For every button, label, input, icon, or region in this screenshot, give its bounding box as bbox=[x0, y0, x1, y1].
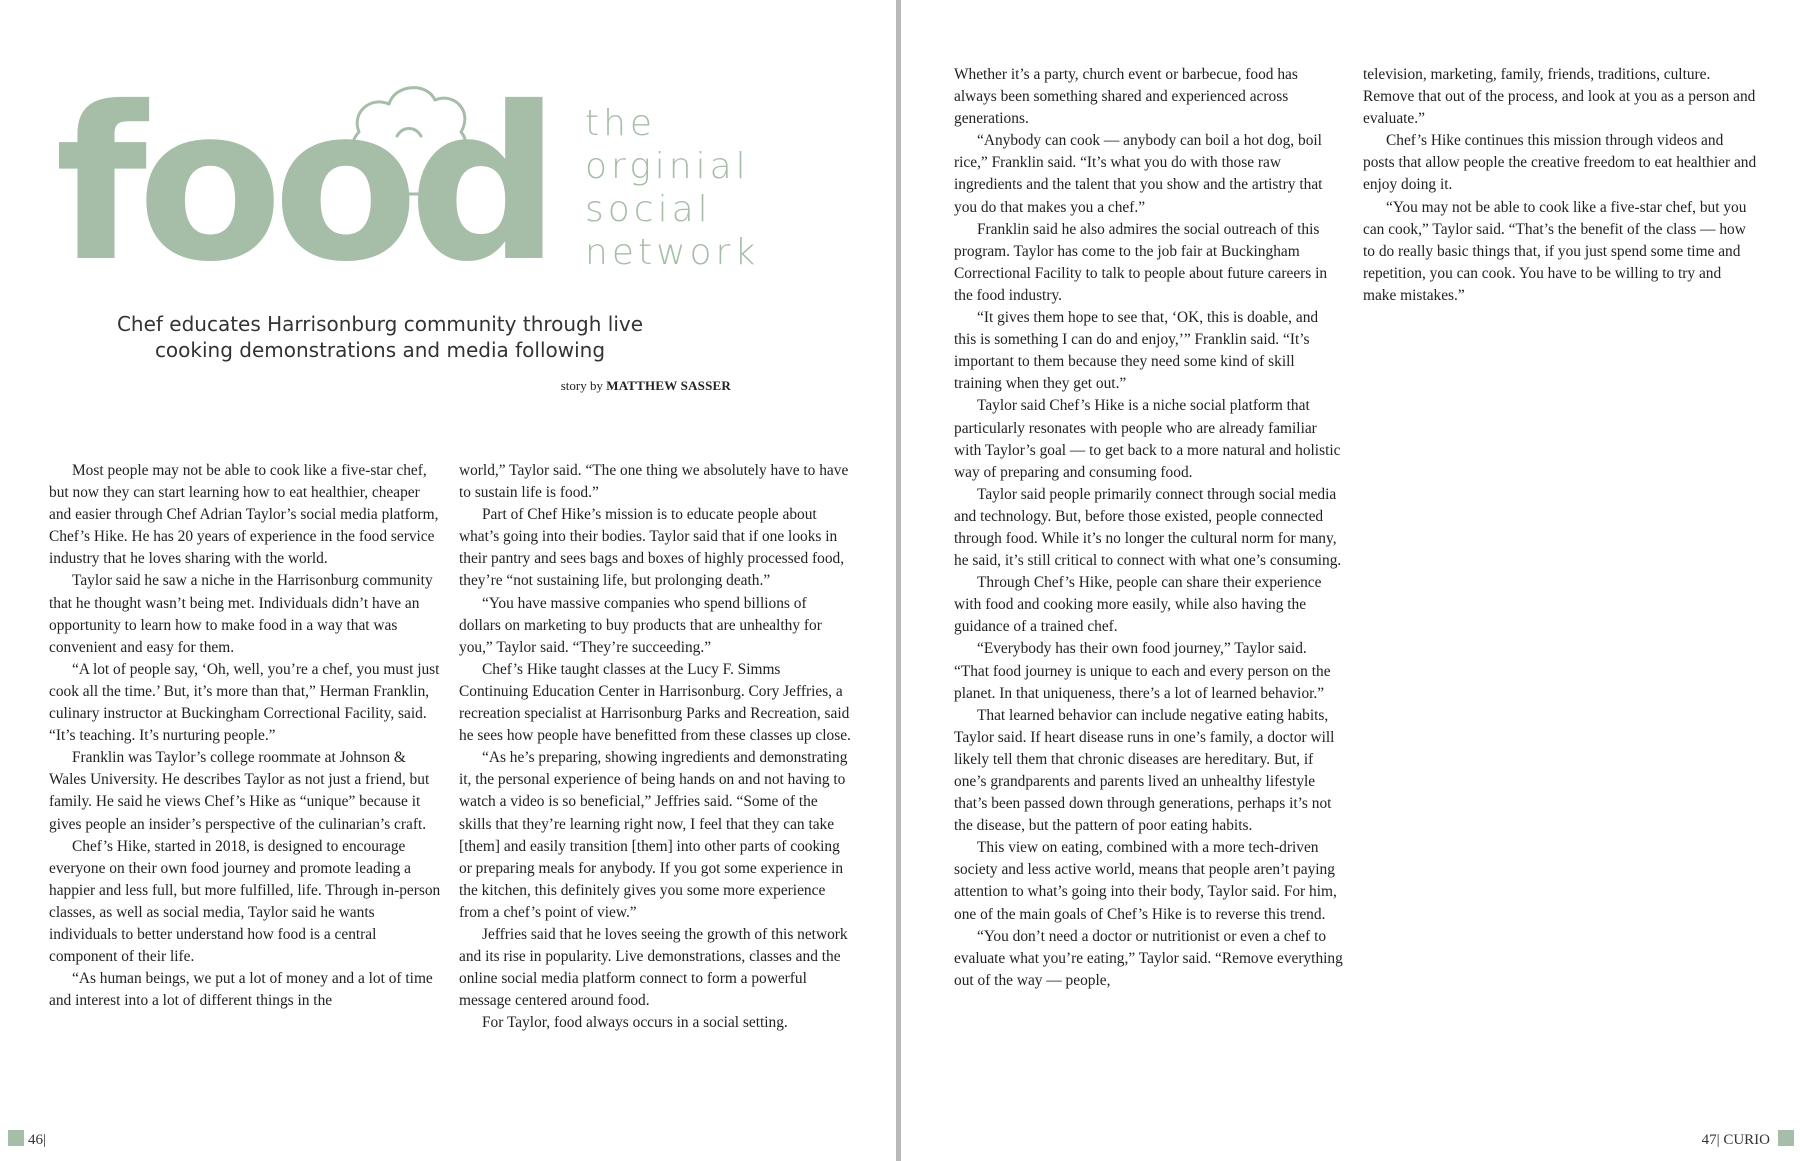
paragraph: For Taylor, food always occurs in a social setting. bbox=[482, 1014, 788, 1032]
headline-tagline bbox=[585, 102, 759, 274]
paragraph: Franklin said he also admires the social outreach of this program. Taylor has come to the job fair at Buckingham Correctional Facility to talk to people about future careers in the food industry. bbox=[954, 220, 1328, 304]
paragraph: “You don’t need a doctor or nutritionist or even a chef to evaluate what you’re eating,” Taylor said. “Remove everything out of the way — people, bbox=[954, 927, 1343, 989]
paragraph: “Everybody has their own food journey,” Taylor said. “That food journey is unique to each and every person on the planet. In that uniqueness, there’s a lot of learned behavior.” bbox=[954, 640, 1331, 702]
headline bbox=[55, 61, 835, 308]
paragraph: “As he’s preparing, showing ingredients and demonstrating it, the personal experience of being hands on and not having to watch a video is so beneficial,” Jeffries said. “Some of the skills that they’re learning right now, I feel that they can take [them] and easily transition [them] into other parts of cooking or preparing meals for anybody. If you got some experience in the kitchen, this definitely gives you some more experience from a chef’s point of view.” bbox=[459, 749, 848, 921]
paragraph: Chef’s Hike taught classes at the Lucy F. Simms Continuing Education Center in Harrisonburg. Cory Jeffries, a recreation specialist at Harrisonburg Parks and Recreation, said he sees how people have benefitted from these classes up close. bbox=[459, 660, 851, 745]
paragraph: Taylor said Chef’s Hike is a niche social platform that particularly resonates with people who are already familiar with Taylor’s goal — to get back to a more natural and holistic way of preparing and consuming food. bbox=[954, 397, 1341, 481]
left-page bbox=[0, 0, 896, 1161]
byline-prefix: story by bbox=[560, 378, 603, 393]
paragraph: television, marketing, family, friends, traditions, culture. Remove that out of the process, and look at you as a person and evaluate.” bbox=[1363, 66, 1756, 128]
article-column-4 bbox=[1363, 64, 1758, 307]
folio-marker bbox=[1778, 1130, 1794, 1146]
paragraph: “Anybody can cook — anybody can boil a hot dog, boil rice,” Franklin said. “It’s what you do with those raw ingredients and the talent that you show and the artistry that you do that makes you a chef.” bbox=[954, 132, 1323, 216]
byline-author: MATTHEW SASSER bbox=[606, 378, 731, 393]
headline-food: food bbox=[55, 61, 551, 308]
byline bbox=[561, 378, 731, 394]
page-number-right bbox=[1702, 1130, 1794, 1149]
paragraph: Taylor said people primarily connect through social media and technology. But, before those existed, people connected through food. While it’s no longer the cultural norm for many, he said, it’s still critical to connect with what one’s consuming. bbox=[954, 485, 1342, 570]
paragraph: Franklin was Taylor’s college roommate at Johnson & Wales University. He describes Taylor as not just a friend, but family. He said he views Chef’s Hike as “unique” because it gives people an insider’s perspective of the culinarian’s craft. bbox=[49, 749, 430, 833]
article-column-1 bbox=[49, 460, 441, 1012]
paragraph: That learned behavior can include negative eating habits, Taylor said. If heart disease runs in one’s family, a doctor will likely tell them that chronic diseases are hereditary. But, if one’s grandparents and parents lived an unhealthy lifestyle that’s been passed down through generations, perhaps it’s not the disease, but the pattern of poor eating habits. bbox=[954, 706, 1335, 835]
chef-hat-icon bbox=[337, 76, 477, 206]
paragraph: Most people may not be able to cook like a five-star chef, but now they can start learning how to eat healthier, cheaper and easier through Chef Adrian Taylor’s social media platform, Chef’s Hike. He has 20 years of experience in the food service industry that he loves sharing with the world. bbox=[49, 462, 439, 568]
paragraph: Chef’s Hike continues this mission through videos and posts that allow people the creative freedom to eat healthier and enjoy doing it. bbox=[1363, 132, 1757, 194]
paragraph: Taylor said he saw a niche in the Harrisonburg community that he thought wasn’t being met. Individuals didn’t have an opportunity to learn how to make food in a way that was convenient and easy for them. bbox=[49, 572, 433, 656]
folio-marker bbox=[8, 1130, 24, 1146]
paragraph: This view on eating, combined with a more tech-driven society and less active world, means that people aren’t paying attention to what’s going into their body, Taylor said. For him, one of the main goals of Chef’s Hike is to reverse this trend. bbox=[954, 839, 1337, 923]
paragraph: “As human beings, we put a lot of money and a lot of time and interest into a lot of different things in the bbox=[49, 970, 433, 1010]
folio-text: 46| bbox=[28, 1132, 47, 1148]
page-number-left bbox=[8, 1130, 46, 1149]
paragraph: “You have massive companies who spend billions of dollars on marketing to buy products that are unhealthy for you,” Taylor said. “They’re succeeding.” bbox=[459, 594, 822, 656]
tagline-line: the bbox=[585, 103, 657, 144]
paragraph: world,” Taylor said. “The one thing we absolutely have to have to sustain life is food.” bbox=[459, 462, 849, 502]
subheadline bbox=[100, 311, 660, 363]
paragraph: “It gives them hope to see that, ‘OK, this is doable, and this is something I can do and enjoy,’” Franklin said. “It’s important to them because they need some kind of skill training when they get out.” bbox=[954, 309, 1319, 393]
subhead-line: cooking demonstrations and media following bbox=[154, 338, 606, 362]
paragraph: Through Chef’s Hike, people can share their experience with food and cooking more easily, while also having the guidance of a trained chef. bbox=[954, 574, 1322, 636]
tagline-line: social bbox=[585, 189, 712, 230]
paragraph: Jeffries said that he loves seeing the growth of this network and its rise in popularity. Live demonstrations, classes and the online social media platform connect to form a powerful message centered around food. bbox=[459, 925, 848, 1010]
paragraph: “You may not be able to cook like a five-star chef, but you can cook,” Taylor said. “That’s the benefit of the class — how to do really basic things that, if you just spend some time and repetition, you can cook. You have to be willing to try and make mistakes.” bbox=[1363, 198, 1747, 304]
subhead-line: Chef educates Harrisonburg community through live bbox=[116, 312, 644, 336]
article-column-2 bbox=[459, 460, 851, 1034]
article-column-3 bbox=[954, 64, 1344, 992]
paragraph: “A lot of people say, ‘Oh, well, you’re a chef, you must just cook all the time.’ But, it’s more than that,” Herman Franklin, culinary instructor at Buckingham Correctional Facility, said. “It’s teaching. It’s nurturing people.” bbox=[49, 660, 440, 745]
tagline-line: orginial bbox=[585, 146, 750, 187]
paragraph: Whether it’s a party, church event or barbecue, food has always been something shared and experienced across generations. bbox=[954, 66, 1298, 128]
right-page bbox=[901, 0, 1800, 1161]
paragraph: Part of Chef Hike’s mission is to educate people about what’s going into their bodies. Taylor said that if one looks in their pantry and sees bags and boxes of highly processed food, they’re “not sustaining life, but prolonging death.” bbox=[459, 506, 845, 590]
folio-text: 47| CURIO bbox=[1701, 1132, 1770, 1148]
paragraph: Chef’s Hike, started in 2018, is designed to encourage everyone on their own food journey and promote leading a happier and less full, but more fulfilled, life. Through in-person classes, as well as social media, Taylor said he wants individuals to better understand how food is a central component of their life. bbox=[49, 837, 441, 966]
tagline-line: network bbox=[585, 232, 760, 273]
